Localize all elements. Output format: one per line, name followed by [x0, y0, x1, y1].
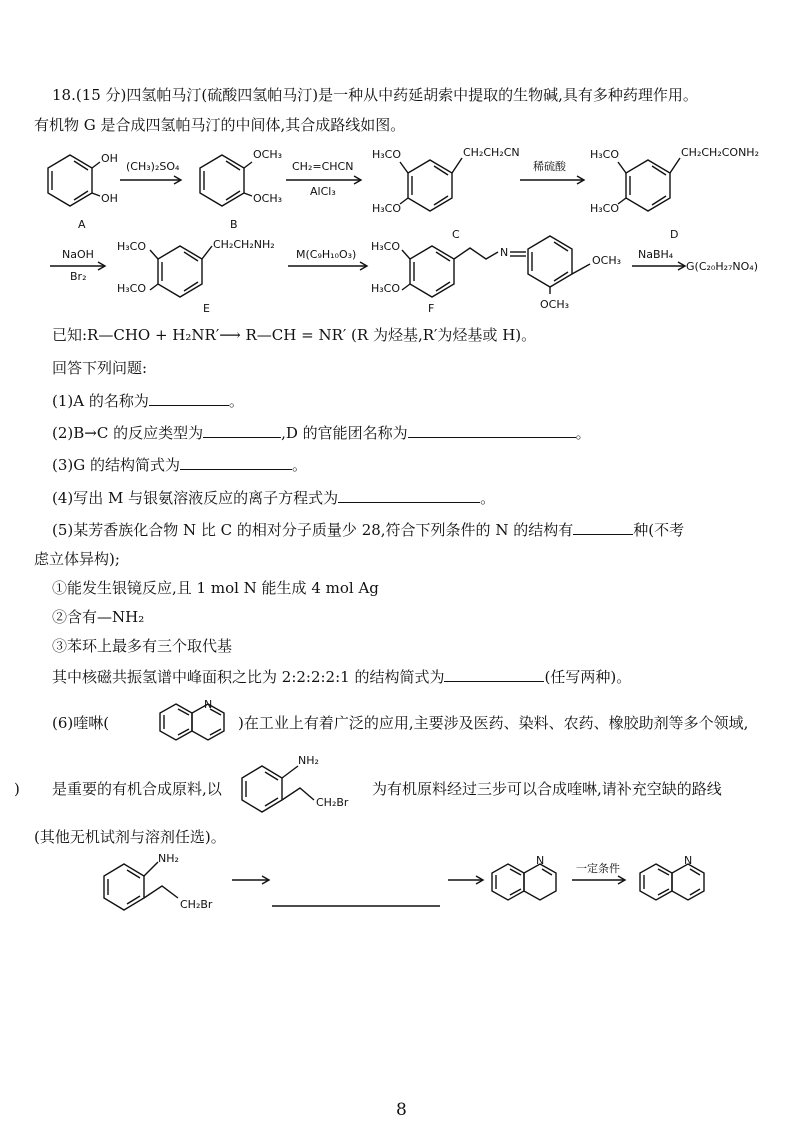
route-condition: 一定条件 [576, 862, 620, 875]
quinoline-inline-n: N [204, 698, 213, 711]
question-3: (3)G 的结构简式为 。 [52, 456, 308, 474]
quinoline-synthesis-route [0, 850, 760, 920]
compound-f-n: N [500, 246, 509, 259]
compound-b-label: B [230, 218, 238, 231]
compound-f-och3-3: OCH₃ [592, 254, 622, 267]
route-quinoline-n: N [684, 854, 693, 867]
compound-d-structure [590, 146, 759, 241]
arrow3-reagent: 稀硫酸 [533, 160, 566, 173]
compound-d-label: D [670, 228, 679, 241]
compound-e-chain: CH₂CH₂NH₂ [213, 238, 275, 251]
compound-a-oh1: OH [101, 152, 118, 165]
compound-d-och3-2: H₃CO [590, 202, 620, 215]
compound-a-oh2: OH [101, 192, 118, 205]
reaction-scheme-row2 [0, 228, 800, 318]
route-sm-br: CH₂Br [180, 898, 213, 911]
arrow4-reagent-top: NaOH [62, 248, 94, 261]
sm-inline-br: CH₂Br [316, 796, 349, 809]
route-sm-nh2: NH₂ [158, 852, 179, 865]
compound-b-structure [200, 148, 282, 231]
question-5-tail: 其中核磁共振氢谱中峰面积之比为 2:2:2:2:1 的结构简式为 (任写两种)。 [52, 668, 632, 686]
q3-answer-blank[interactable] [180, 455, 292, 470]
compound-c-chain: CH₂CH₂CN [463, 146, 520, 159]
q2-answer-blank-1[interactable] [203, 423, 281, 438]
compound-f-och3-4: OCH₃ [540, 298, 570, 311]
compound-g-formula: G(C₂₀H₂₇NO₄) [686, 260, 758, 273]
route-quinoline [640, 854, 704, 900]
page-number: 8 [396, 1100, 407, 1120]
question-6-line3: (其他无机试剂与溶剂任选)。 [34, 828, 226, 846]
question-4: (4)写出 M 与银氨溶液反应的离子方程式为 。 [52, 489, 496, 507]
compound-c-structure [372, 146, 520, 241]
arrow4-reagent-bottom: Br₂ [70, 270, 87, 283]
q5-answer-blank[interactable] [573, 520, 633, 535]
quinoline-inline-structure [158, 700, 238, 740]
question-1: (1)A 的名称为 。 [52, 392, 244, 410]
margin-mark: ) [14, 780, 20, 798]
compound-c-label: C [452, 228, 460, 241]
sm-inline-nh2: NH₂ [298, 754, 319, 767]
q4-answer-blank[interactable] [338, 488, 480, 503]
arrow6-reagent: NaBH₄ [638, 248, 674, 261]
q1-answer-blank[interactable] [149, 391, 229, 406]
question-2: (2)B→C 的反应类型为 ,D 的官能团名称为 。 [52, 424, 591, 442]
compound-d-och3-1: H₃CO [590, 148, 620, 161]
question-intro-line2: 有机物 G 是合成四氢帕马汀的中间体,其合成路线如图。 [34, 116, 406, 134]
route-dhq-n: N [536, 854, 545, 867]
route-starting-material [104, 852, 213, 911]
arrow2-reagent-top: CH₂=CHCN [292, 160, 354, 173]
route-dihydroquinoline [492, 854, 556, 900]
reaction-scheme-row1 [0, 140, 800, 240]
compound-a-structure [48, 152, 118, 231]
question-5-line2: 虑立体异构); [34, 550, 120, 568]
compound-c-och3-1: H₃CO [372, 148, 402, 161]
question-6-post: )在工业上有着广泛的应用,主要涉及医药、染料、农药、橡胶助剂等多个领域, [238, 714, 749, 732]
question-5: (5)某芳香族化合物 N 比 C 的相对分子质量少 28,符合下列条件的 N 的结构有 种(不考 [52, 521, 685, 539]
question-intro-line1: 18.(15 分)四氢帕马汀(硫酸四氢帕马汀)是一种从中药延胡索中提取的生物碱,具有多种药理作用。 [52, 86, 698, 104]
question-5-condition-3: ③苯环上最多有三个取代基 [52, 637, 233, 655]
question-5-condition-1: ①能发生银镜反应,且 1 mol N 能生成 4 mol Ag [52, 579, 379, 597]
compound-b-och3-2: OCH₃ [253, 192, 283, 205]
compound-e-label: E [203, 302, 210, 315]
question-6-pre: (6)喹啉( [52, 714, 110, 732]
compound-a-label: A [78, 218, 86, 231]
compound-d-chain: CH₂CH₂CONH₂ [681, 146, 759, 159]
q5-structure-blank[interactable] [444, 667, 544, 682]
compound-f-structure [371, 236, 621, 315]
starting-material-inline [238, 752, 378, 812]
question-5-condition-2: ②含有—NH₂ [52, 608, 145, 626]
arrow5-reagent: M(C₉H₁₀O₃) [296, 248, 357, 261]
arrow1-reagent: (CH₃)₂SO₄ [126, 160, 180, 173]
compound-f-och3-1: H₃CO [371, 240, 401, 253]
question-6-line2-pre: 是重要的有机合成原料,以 [52, 780, 222, 798]
compound-f-och3-2: H₃CO [371, 282, 401, 295]
answer-prompt: 回答下列问题: [52, 359, 148, 377]
compound-e-och3-1: H₃CO [117, 240, 147, 253]
compound-b-och3-1: OCH₃ [253, 148, 283, 161]
compound-e-structure [117, 238, 275, 315]
compound-e-och3-2: H₃CO [117, 282, 147, 295]
arrow2-reagent-bottom: AlCl₃ [310, 185, 336, 198]
q2-answer-blank-2[interactable] [408, 423, 576, 438]
compound-f-label: F [428, 302, 435, 315]
compound-c-och3-2: H₃CO [372, 202, 402, 215]
question-6-line2-post: 为有机原料经过三步可以合成喹啉,请补充空缺的路线 [372, 780, 722, 798]
known-reaction: 已知:R—CHO + H₂NR′⟶ R—CH = NR′ (R 为烃基,R′为烃基或 H)。 [52, 326, 537, 344]
